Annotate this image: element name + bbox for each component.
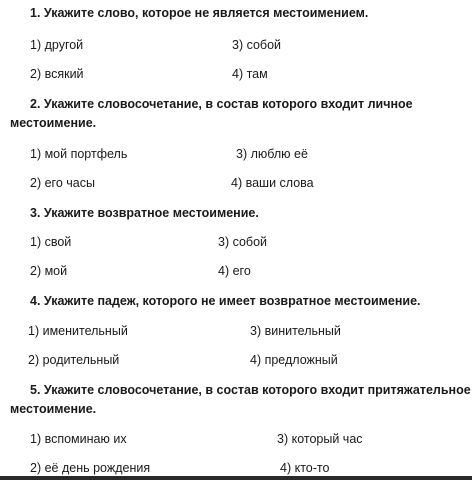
question-3-title: 3. Укажите возвратное местоимение. bbox=[30, 206, 259, 220]
question-1-option-1: 1) другой bbox=[30, 38, 84, 52]
question-4-title: 4. Укажите падеж, которого не имеет возвратное местоимение. bbox=[30, 294, 421, 308]
question-3-option-2: 2) мой bbox=[30, 264, 68, 278]
question-5-option-1: 1) вспоминаю их bbox=[30, 432, 127, 446]
question-1-option-4: 4) там bbox=[232, 67, 268, 81]
question-4-option-2: 2) родительный bbox=[28, 353, 120, 367]
question-1-option-2: 2) всякий bbox=[30, 67, 84, 81]
question-3-option-1: 1) свой bbox=[30, 235, 72, 249]
question-5-title-continuation: местоимение. bbox=[10, 402, 97, 416]
question-4-option-1: 1) именительный bbox=[28, 324, 128, 338]
question-3-option-4: 4) его bbox=[218, 264, 251, 278]
question-1-option-3: 3) собой bbox=[232, 38, 282, 52]
page-bottom-edge bbox=[0, 476, 472, 480]
question-2-title: 2. Укажите словосочетание, в состав которого входит личное bbox=[30, 97, 413, 111]
question-5-option-2: 2) её день рождения bbox=[30, 461, 151, 475]
question-5-option-3: 3) который час bbox=[277, 432, 363, 446]
question-1-title: 1. Укажите слово, которое не является местоимением. bbox=[30, 6, 369, 20]
question-5-title: 5. Укажите словосочетание, в состав которого входит притяжательное bbox=[30, 383, 471, 397]
question-2-option-2: 2) его часы bbox=[30, 176, 95, 190]
question-5-option-4: 4) кто-то bbox=[280, 461, 330, 475]
question-4-option-4: 4) предложный bbox=[250, 353, 338, 367]
question-2-option-3: 3) люблю её bbox=[236, 147, 308, 161]
question-3-option-3: 3) собой bbox=[218, 235, 268, 249]
question-2-option-1: 1) мой портфель bbox=[30, 147, 128, 161]
question-2-option-4: 4) ваши слова bbox=[231, 176, 314, 190]
question-2-title-continuation: местоимение. bbox=[10, 116, 97, 130]
question-4-option-3: 3) винительный bbox=[250, 324, 341, 338]
